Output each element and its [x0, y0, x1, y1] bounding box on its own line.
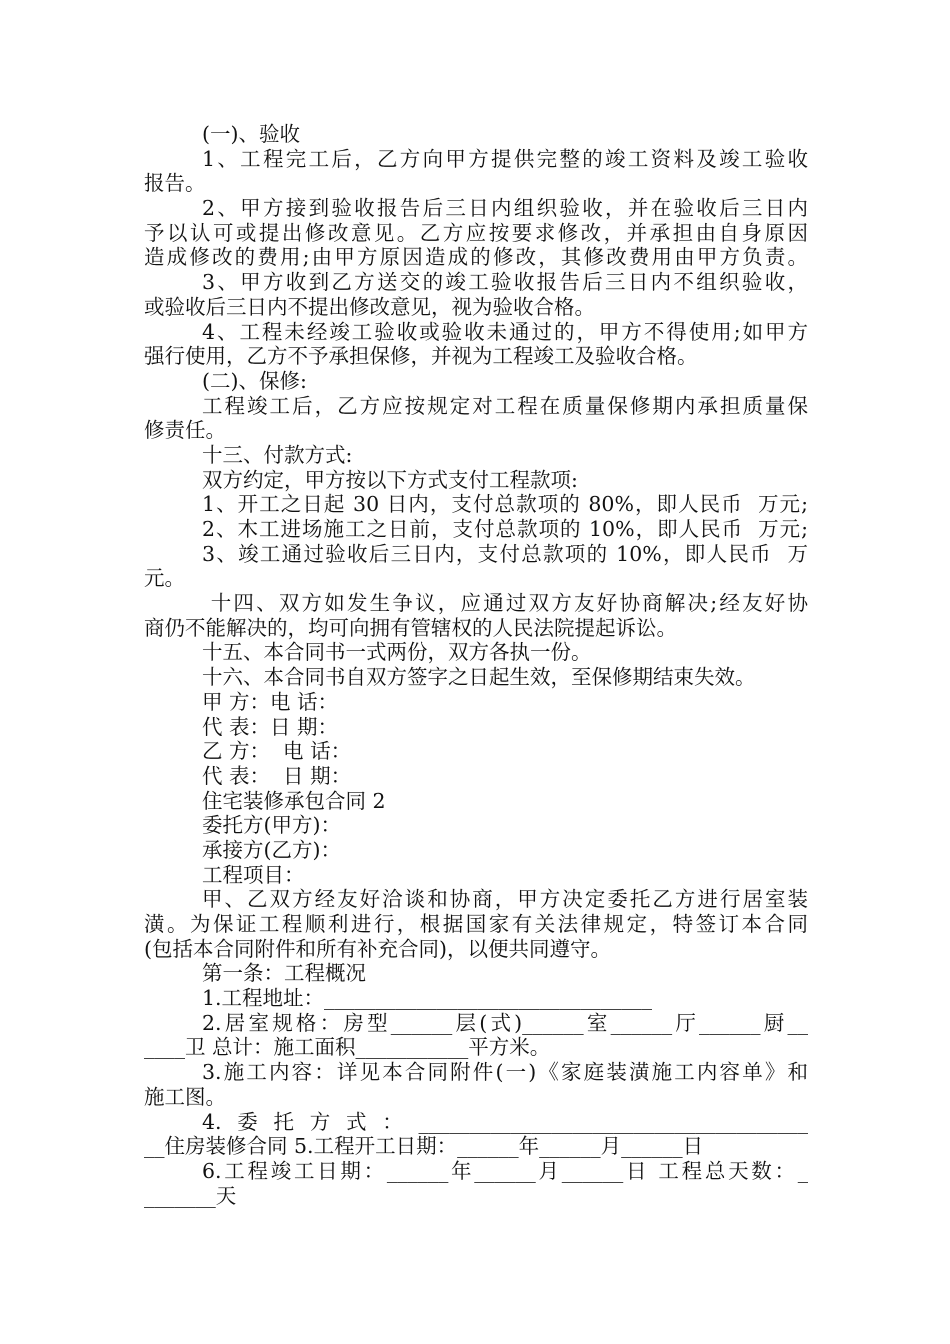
text-line: 十三、付款方式:	[202, 442, 353, 467]
text-line: __住房装修合同 5.工程开工日期：______年______月______日	[144, 1134, 704, 1159]
text-line: 3、甲方收到乙方送交的竣工验收报告后三日内不组织验收，	[202, 270, 808, 295]
text-line: 造成修改的费用;由甲方原因造成的修改，其修改费用由甲方负责。	[144, 245, 808, 270]
text-line: 双方约定，甲方按以下方式支付工程款项:	[202, 467, 578, 492]
text-line: 1、工程完工后，乙方向甲方提供完整的竣工资料及竣工验收	[202, 146, 808, 171]
text-line: 6.工程竣工日期：______年______月______日 工程总天数：_	[202, 1158, 808, 1183]
text-line: (二)、保修:	[202, 368, 307, 393]
text-line: 2、甲方接到验收报告后三日内组织验收，并在验收后三日内	[202, 196, 808, 221]
text-line: 4、工程未经竣工验收或验收未通过的，甲方不得使用;如甲方	[202, 319, 808, 344]
text-line: 甲 方：电 话：	[202, 689, 339, 714]
text-line: 十五、本合同书一式两份，双方各执一份。	[202, 640, 592, 665]
text-line: 施工图。	[144, 1084, 226, 1109]
text-line: 工程竣工后，乙方应按规定对工程在质量保修期内承担质量保	[202, 393, 808, 418]
text-line: 甲、乙双方经友好洽谈和协商，甲方决定委托乙方进行居室装	[202, 887, 808, 912]
text-line: 2.居室规格：房型______层(式)______室______厅______厨__	[202, 1010, 808, 1035]
text-line: 元。	[144, 566, 185, 591]
text-line: 3、竣工通过验收后三日内，支付总款项的 10%，即人民币 万	[202, 541, 808, 566]
text-line: 乙 方： 电 话：	[202, 739, 352, 764]
text-line: 强行使用，乙方不予承担保修，并视为工程竣工及验收合格。	[144, 344, 698, 369]
text-line: 第一条：工程概况	[202, 961, 366, 986]
text-line: 1.工程地址：________________________________	[202, 986, 653, 1011]
text-line: 4.委托方式：______________________________________	[202, 1109, 808, 1134]
text-line: 代 表： 日 期：	[202, 763, 352, 788]
text-line: 十六、本合同书自双方签字之日起生效，至保修期结束失效。	[202, 665, 756, 690]
text-line: 予以认可或提出修改意见。乙方应按要求修改，并承担由自身原因	[144, 220, 808, 245]
text-line: 代 表：日 期：	[202, 714, 339, 739]
text-line: 或验收后三日内不提出修改意见，视为验收合格。	[144, 294, 595, 319]
text-line: 1、开工之日起 30 日内，支付总款项的 80%，即人民币 万元;	[202, 492, 808, 517]
text-line: 承接方(乙方)：	[202, 837, 341, 862]
text-line: _______天	[144, 1183, 237, 1208]
document-body	[144, 122, 808, 1208]
text-line: 委托方(甲方)：	[202, 813, 341, 838]
text-line: 十四、双方如发生争议，应通过双方友好协商解决;经友好协	[202, 591, 808, 616]
text-line: 住宅装修承包合同 2	[202, 788, 386, 813]
text-line: 报告。	[144, 171, 206, 196]
text-line: ____卫 总计：施工面积___________平方米。	[144, 1035, 551, 1060]
text-line: 潢。为保证工程顺利进行，根据国家有关法律规定，特签订本合同	[144, 912, 808, 936]
text-line: 修责任。	[144, 418, 226, 443]
text-line: (包括本合同附件和所有补充合同)，以便共同遵守。	[144, 936, 611, 961]
text-line: 3.施工内容：详见本合同附件(一)《家庭装潢施工内容单》和	[202, 1060, 808, 1085]
text-line: (一)、验收	[202, 122, 300, 146]
text-line: 工程项目：	[202, 862, 305, 887]
text-line: 2、木工进场施工之日前，支付总款项的 10%，即人民币 万元;	[202, 517, 808, 541]
text-line: 商仍不能解决的，均可向拥有管辖权的人民法院提起诉讼。	[144, 615, 677, 640]
